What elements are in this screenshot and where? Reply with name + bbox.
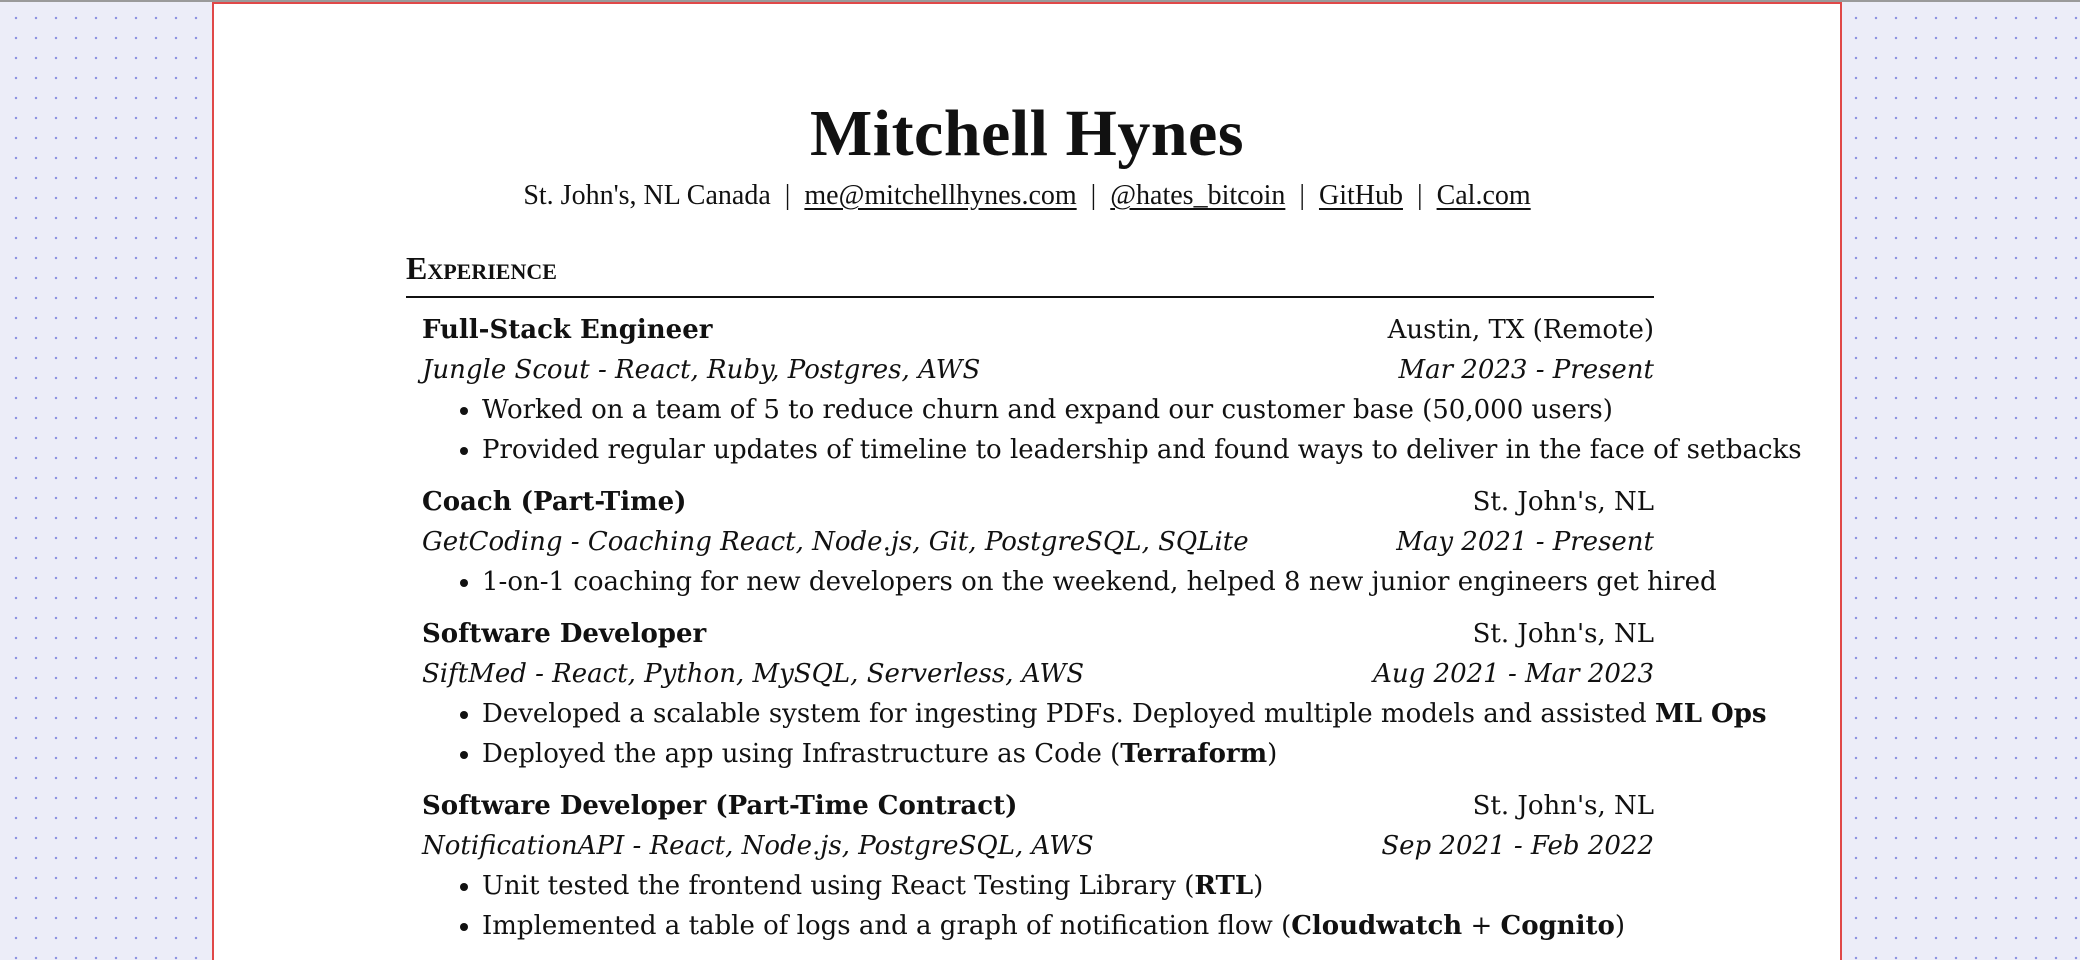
separator: | <box>1299 180 1305 211</box>
job-title: Software Developer <box>422 619 707 649</box>
job-location: Austin, TX (Remote) <box>1387 315 1654 345</box>
job-entry <box>406 614 1767 774</box>
resume-page <box>212 2 1842 960</box>
job-bullets <box>422 694 1767 774</box>
bullet-item <box>482 866 1654 906</box>
bullet-item <box>482 694 1767 734</box>
bullet-emphasis: Terraform <box>1120 739 1268 769</box>
separator: | <box>1090 180 1097 211</box>
job-company: Jungle Scout - React, Ruby, Postgres, AWS <box>422 355 981 385</box>
resume-header <box>214 94 1840 216</box>
contact-line <box>214 176 1840 216</box>
bullet-item <box>482 734 1654 774</box>
job-company: GetCoding - Coaching React, Node.js, Git, PostgreSQL, SQLite <box>422 527 1249 557</box>
bullet-item: • Provided regular updates of timeline to leadership and found ways to deliver in the face of setbacks <box>482 430 1654 470</box>
job-dates: May 2021 - Present <box>1396 527 1654 557</box>
job-dates: Mar 2023 - Present <box>1398 355 1654 385</box>
job-entry <box>406 786 1654 946</box>
job-location: St. John's, NL <box>1472 791 1654 821</box>
bullet-item: • Worked on a team of 5 to reduce churn and expand our customer base (50,000 users) <box>482 390 1654 430</box>
job-bullets <box>422 866 1654 946</box>
job-dates: Aug 2021 - Mar 2023 <box>1373 659 1654 689</box>
bullet-text: Implemented a table of logs and a graph of notification flow ( <box>482 911 1292 941</box>
job-bullets <box>422 562 1717 602</box>
bullet-text: + <box>1462 911 1501 941</box>
bullet-emphasis: Cognito <box>1500 911 1615 941</box>
job-company: NotificationAPI - React, Node.js, PostgreSQL, AWS <box>422 831 1094 861</box>
section-title: Experience <box>406 248 1654 298</box>
job-bullets <box>422 390 1802 470</box>
job-title: Full-Stack Engineer <box>422 315 713 345</box>
bullet-emphasis: Cloudwatch <box>1291 911 1463 941</box>
bullet-text: Developed a scalable system for ingesting PDFs. Deployed multiple models and assisted <box>482 699 1655 729</box>
bullet-text: Unit tested the frontend using React Testing Library ( <box>482 871 1195 901</box>
job-entry <box>406 310 1802 470</box>
cal-link[interactable]: Cal.com <box>1436 180 1531 211</box>
candidate-name: Mitchell Hynes <box>809 97 1245 170</box>
bullet-item: • 1-on-1 coaching for new developers on the weekend, helped 8 new junior engineers get hired <box>482 562 1654 602</box>
job-location: St. John's, NL <box>1472 619 1654 649</box>
email-link[interactable]: me@mitchellhynes.com <box>804 180 1077 211</box>
separator: | <box>1416 180 1423 211</box>
job-company: SiftMed - React, Python, MySQL, Serverless, AWS <box>422 659 1085 689</box>
job-location: St. John's, NL <box>1472 487 1654 517</box>
bullet-text: ) <box>1267 739 1278 769</box>
twitter-link[interactable]: @hates_bitcoin <box>1110 180 1286 211</box>
job-title: Coach (Part-Time) <box>422 487 687 517</box>
job-title: Software Developer (Part-Time Contract) <box>422 791 1018 821</box>
bullet-text: ) <box>1614 911 1626 941</box>
bullet-emphasis: RTL <box>1194 871 1254 901</box>
bullet-text: ) <box>1253 871 1264 901</box>
bullet-item <box>482 906 1654 946</box>
job-dates: Sep 2021 - Feb 2022 <box>1381 831 1654 861</box>
bullet-text: Deployed the app using Infrastructure as Code ( <box>482 739 1121 769</box>
location-text: St. John's, NL Canada <box>523 180 771 211</box>
separator: | <box>784 180 791 211</box>
experience-section <box>406 248 1802 946</box>
github-link[interactable]: GitHub <box>1318 180 1403 211</box>
bullet-emphasis: ML Ops <box>1654 699 1767 729</box>
job-entry <box>406 482 1717 602</box>
